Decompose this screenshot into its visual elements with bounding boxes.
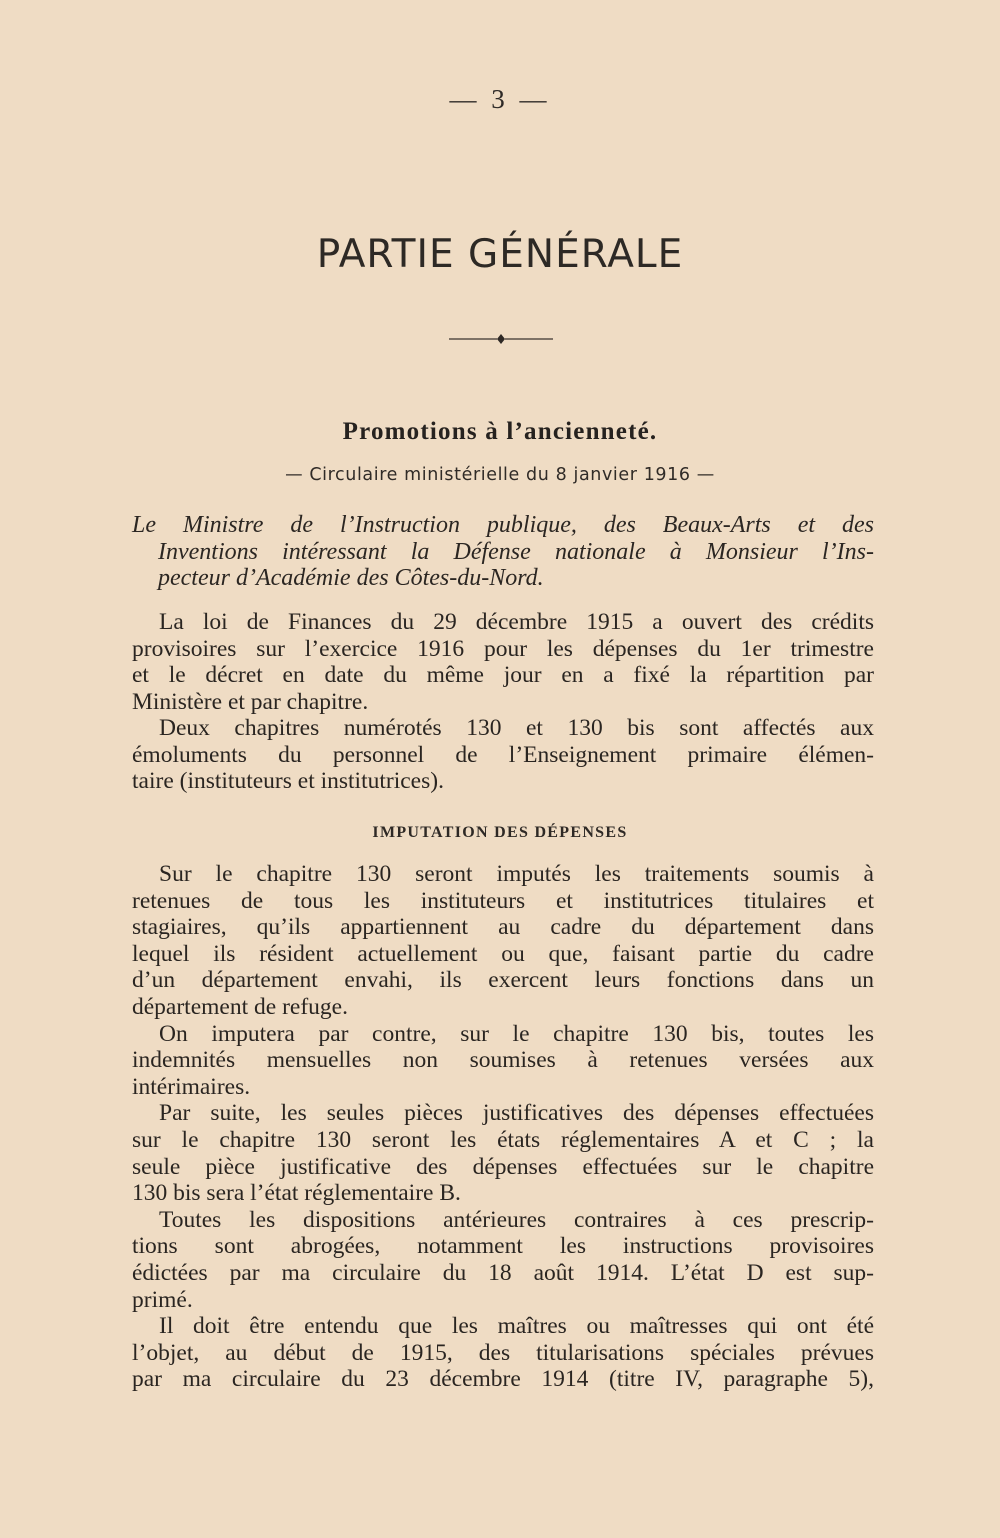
paragraph-chapitres <box>132 715 874 795</box>
text-line: 130 bis sera l’état réglementaire B. <box>132 1180 461 1207</box>
text-line: Toutes les dispositions antérieures contraires à ces prescrip- <box>159 1206 874 1233</box>
subheading: IMPUTATION DES DÉPENSES <box>372 824 628 841</box>
text-line: émoluments du personnel de l’Enseignement primaire élémen- <box>132 741 874 768</box>
text-line: par ma circulaire du 23 décembre 1914 (titre IV, paragraphe 5), <box>132 1366 874 1393</box>
paragraph-imputation <box>132 861 874 1393</box>
addressee-line: Inventions intéressant la Défense nationale à Monsieur l’Ins- <box>158 538 874 565</box>
text-line: d’un département envahi, ils exercent leurs fonctions dans un <box>132 967 874 994</box>
text-line: lequel ils résident actuellement ou que, faisant partie du cadre <box>132 940 874 967</box>
addressee-line: pecteur d’Académie des Côtes-du-Nord. <box>158 565 544 591</box>
text-line: seule pièce justificative des dépenses effectuées sur le chapitre <box>132 1153 874 1180</box>
text-line: provisoires sur l’exercice 1916 pour les dépenses du 1er trimestre <box>132 635 874 662</box>
addressee-block <box>132 512 874 592</box>
page-number: — 3 — <box>449 84 551 114</box>
text-line: édictées par ma circulaire du 18 août 1914. L’état D est sup- <box>132 1259 874 1286</box>
text-line: La loi de Finances du 29 décembre 1915 a ouvert des crédits <box>159 609 874 635</box>
page-title: PARTIE GÉNÉRALE <box>316 232 684 277</box>
text-line: Ministère et par chapitre. <box>132 688 369 715</box>
text-line: intérimaires. <box>132 1073 251 1100</box>
text-line: sur le chapitre 130 seront les états réglementaires A et C ; la <box>132 1126 874 1153</box>
section-title: Promotions à l’ancienneté. <box>342 418 658 445</box>
circular-reference: — Circulaire ministérielle du 8 janvier 1916 — <box>285 465 715 485</box>
text-line: l’objet, au début de 1915, des titularisations spéciales prévues <box>132 1339 874 1366</box>
text-line: taire (instituteurs et institutrices). <box>132 768 444 795</box>
text-line: On imputera par contre, sur le chapitre 130 bis, toutes les <box>159 1020 874 1047</box>
text-line: stagiaires, qu’ils appartiennent au cadre du département dans <box>132 914 874 941</box>
text-line: Par suite, les seules pièces justificatives des dépenses effectuées <box>159 1100 874 1127</box>
text-line: Il doit être entendu que les maîtres ou maîtresses qui ont été <box>159 1313 874 1340</box>
text-line: primé. <box>132 1286 193 1313</box>
addressee-line: Le Ministre de l’Instruction publique, des Beaux-Arts et des <box>132 512 874 538</box>
text-line: Sur le chapitre 130 seront imputés les traitements soumis à <box>159 861 874 887</box>
text-line: retenues de tous les instituteurs et institutrices titulaires et <box>132 887 874 914</box>
paragraph-credits <box>132 609 874 715</box>
text-line: Deux chapitres numérotés 130 et 130 bis sont affectés aux <box>159 715 874 741</box>
text-line: indemnités mensuelles non soumises à retenues versées aux <box>132 1047 874 1074</box>
ornament-divider-icon <box>447 332 555 346</box>
text-line: et le décret en date du même jour en a fixé la répartition par <box>132 662 874 689</box>
text-line: tions sont abrogées, notamment les instructions provisoires <box>132 1233 874 1260</box>
text-line: département de refuge. <box>132 993 348 1020</box>
